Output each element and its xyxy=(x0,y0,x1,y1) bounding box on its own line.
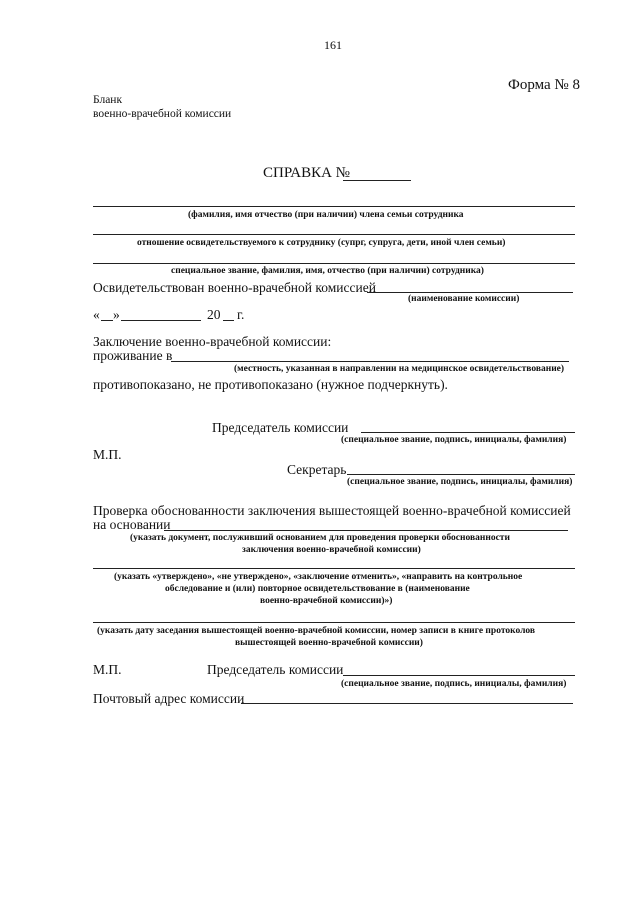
stamp2-label: М.П. xyxy=(93,662,122,677)
date-day-line xyxy=(101,320,113,321)
chair2-label: Председатель комиссии xyxy=(207,662,344,677)
blank-commission: военно-врачебной комиссии xyxy=(93,108,232,120)
document-title: СПРАВКА № xyxy=(263,165,350,181)
chair2-signature-caption: (специальное звание, подпись, инициалы, фамилия) xyxy=(341,679,567,689)
basis-line xyxy=(164,530,568,531)
basis-caption-1: (указать документ, послуживший основанием для проведения проверки обоснованности xyxy=(130,533,510,543)
postal-address-line xyxy=(241,703,573,704)
meeting-caption-2: вышестоящей военно-врачебной комиссии) xyxy=(235,638,423,648)
stamp-label: М.П. xyxy=(93,447,122,462)
chair-signature-caption: (специальное звание, подпись, инициалы, фамилия) xyxy=(341,435,567,445)
meeting-line xyxy=(93,622,575,623)
review-text: Проверка обоснованности заключения вышестоящей военно-врачебной комиссией xyxy=(93,503,571,518)
secretary-label: Секретарь xyxy=(287,462,347,477)
member-name-line xyxy=(93,206,575,207)
basis-caption-2: заключения военно-врачебной комиссии) xyxy=(242,545,421,555)
chair-signature-line xyxy=(361,432,575,433)
blank-label: Бланк xyxy=(93,94,123,106)
chair2-signature-line xyxy=(343,675,575,676)
relation-line xyxy=(93,234,575,235)
secretary-signature-line xyxy=(347,474,575,475)
commission-name-line xyxy=(367,292,573,293)
chair-label: Председатель комиссии xyxy=(212,420,349,435)
locality-line xyxy=(171,361,569,362)
relation-caption: отношение освидетельствуемого к сотруднику (супрг, супруга, дети, иной член семьи) xyxy=(137,238,506,248)
contraindicated-text: противопоказано, не противопоказано (нужное подчеркнуть). xyxy=(93,377,448,392)
residence-label: проживание в xyxy=(93,348,173,363)
decision-caption-2: обследование и (или) повторное освидетельствование в (наименование xyxy=(165,584,470,594)
commission-name-caption: (наименование комиссии) xyxy=(408,294,520,304)
decision-caption-3: военно-врачебной комиссии)») xyxy=(260,596,393,606)
meeting-caption-1: (указать дату заседания вышестоящей военно-врачебной комиссии, номер записи в книге протоколов xyxy=(97,626,536,636)
examined-label: Освидетельствован военно-врачебной комиссией xyxy=(93,280,376,295)
postal-label: Почтовый адрес комиссии xyxy=(93,691,245,706)
review-basis-label: на основании xyxy=(93,517,171,532)
date-year-suffix: г. xyxy=(237,307,245,322)
conclusion-label: Заключение военно-врачебной комиссии: xyxy=(93,334,332,349)
member-name-caption: (фамилия, имя отчество (при наличии) члена семьи сотрудника xyxy=(188,210,464,220)
form-label: Форма № 8 xyxy=(508,77,580,93)
secretary-signature-caption: (специальное звание, подпись, инициалы, фамилия) xyxy=(347,477,573,487)
date-close-quote: » xyxy=(113,307,120,322)
date-month-line xyxy=(121,320,201,321)
date-year-line xyxy=(223,320,234,321)
date-open-quote: « xyxy=(93,307,100,322)
certificate-number-line xyxy=(343,180,411,181)
decision-caption-1: (указать «утверждено», «не утверждено», «заключение отменить», «направить на контрольное xyxy=(114,572,523,582)
employee-line xyxy=(93,263,575,264)
locality-caption: (местность, указанная в направлении на медицинское освидетельствование) xyxy=(234,364,565,374)
employee-caption: специальное звание, фамилия, имя, отчество (при наличии) сотрудника) xyxy=(171,266,484,276)
date-year-prefix: 20 xyxy=(207,307,221,322)
page-number: 161 xyxy=(324,38,342,52)
decision-line xyxy=(93,568,575,569)
